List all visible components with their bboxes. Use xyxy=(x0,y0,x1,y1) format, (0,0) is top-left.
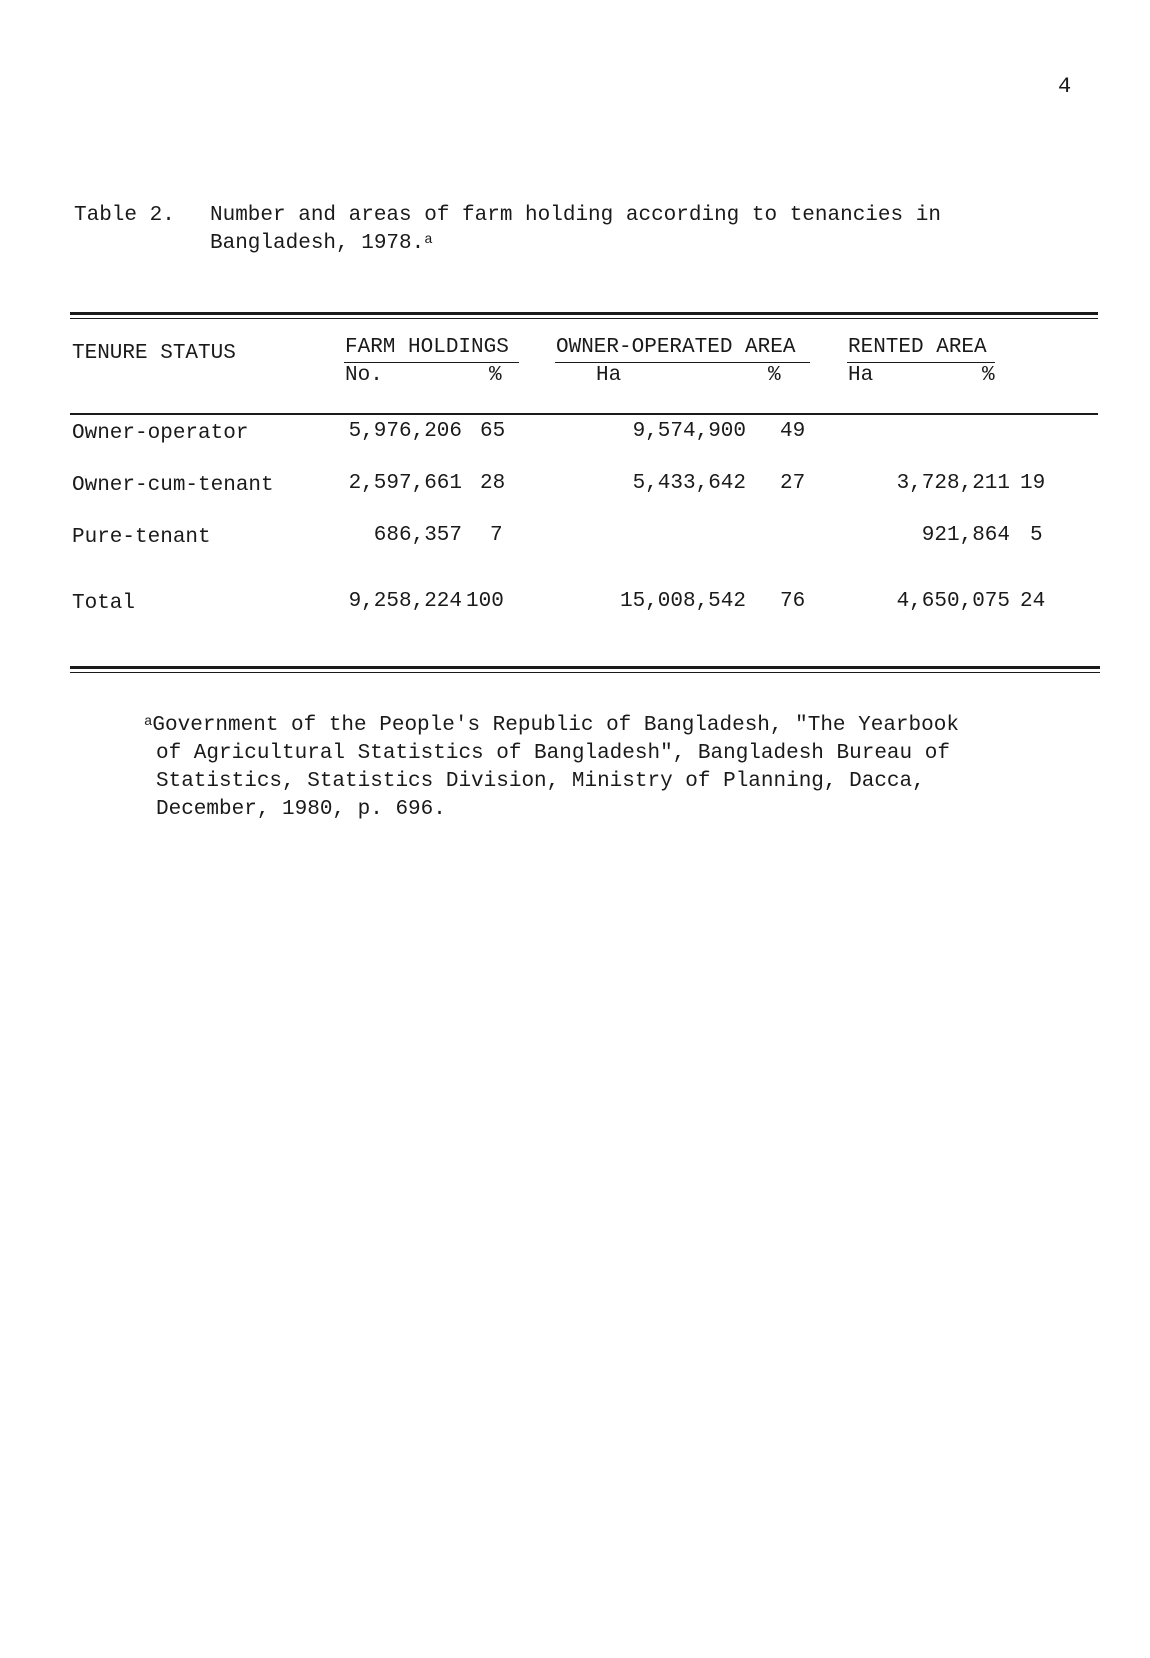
table-title-line1: Number and areas of farm holding according to tenancies in xyxy=(210,204,941,227)
table-bottom-rule-thick xyxy=(70,666,1100,669)
owner-operated-underline xyxy=(555,362,810,363)
row-owner-operator-farm-pct: 65 xyxy=(480,420,506,443)
row-total-owner-ha: 15,008,542 xyxy=(619,590,746,613)
subheader-owner-ha: Ha xyxy=(596,364,622,387)
row-owner-operator-owner-pct: 49 xyxy=(780,420,806,443)
row-owner-operator-status: Owner-operator xyxy=(72,422,249,445)
farm-holdings-underline xyxy=(344,362,519,363)
footnote-line-2: of Agricultural Statistics of Bangladesh", Bangladesh Bureau of xyxy=(156,742,950,765)
footnote-line-1-text: Government of the People's Republic of Bangladesh, "The Yearbook xyxy=(152,714,959,737)
row-pure-tenant-rented-pct: 5 xyxy=(1030,524,1043,547)
table-label: Table 2. xyxy=(74,204,175,227)
footnote-line-4: December, 1980, p. 696. xyxy=(156,798,446,821)
subheader-farm-pct: % xyxy=(489,364,502,387)
footnote-line-3: Statistics, Statistics Division, Ministry of Planning, Dacca, xyxy=(156,770,925,793)
row-total-rented-ha: 4,650,075 xyxy=(896,590,1010,613)
header-bottom-rule xyxy=(70,413,1098,415)
header-rented-area: RENTED AREA xyxy=(848,336,987,359)
subheader-farm-no: No. xyxy=(345,364,383,387)
row-total-farm-no: 9,258,224 xyxy=(348,590,462,613)
subheader-rented-pct: % xyxy=(982,364,995,387)
row-pure-tenant-rented-ha: 921,864 xyxy=(921,524,1010,547)
row-pure-tenant-farm-pct: 7 xyxy=(490,524,503,547)
row-owner-cum-tenant-owner-ha: 5,433,642 xyxy=(632,472,746,495)
header-owner-operated-area: OWNER-OPERATED AREA xyxy=(556,336,796,359)
row-pure-tenant-farm-no: 686,357 xyxy=(373,524,462,547)
row-total-rented-pct: 24 xyxy=(1020,590,1046,613)
table-top-rule-thick xyxy=(70,312,1098,315)
table-bottom-rule-thin xyxy=(70,672,1100,673)
table-top-rule-thin xyxy=(70,318,1098,319)
subheader-rented-ha: Ha xyxy=(848,364,874,387)
table-title-line2 xyxy=(210,230,433,258)
row-total-farm-pct: 100 xyxy=(466,590,504,613)
footnote-marker: a xyxy=(144,714,153,730)
table-title-text: Bangladesh, 1978. xyxy=(210,232,425,255)
row-total-status: Total xyxy=(72,592,136,615)
row-owner-cum-tenant-rented-pct: 19 xyxy=(1020,472,1046,495)
row-pure-tenant-status: Pure-tenant xyxy=(72,526,211,549)
row-total-owner-pct: 76 xyxy=(780,590,806,613)
row-owner-cum-tenant-owner-pct: 27 xyxy=(780,472,806,495)
row-owner-cum-tenant-rented-ha: 3,728,211 xyxy=(896,472,1010,495)
footnote xyxy=(144,712,971,824)
header-tenure-status: TENURE STATUS xyxy=(72,342,236,365)
row-owner-cum-tenant-farm-pct: 28 xyxy=(480,472,506,495)
row-owner-operator-farm-no: 5,976,206 xyxy=(348,420,462,443)
row-owner-cum-tenant-status: Owner-cum-tenant xyxy=(72,474,274,497)
subheader-owner-pct: % xyxy=(768,364,781,387)
row-owner-cum-tenant-farm-no: 2,597,661 xyxy=(348,472,462,495)
title-footnote-marker: a xyxy=(424,232,433,248)
header-farm-holdings: FARM HOLDINGS xyxy=(345,336,509,359)
page-number: 4 xyxy=(1058,74,1072,99)
row-owner-operator-owner-ha: 9,574,900 xyxy=(632,420,746,443)
rented-area-underline xyxy=(847,362,995,363)
footnote-line-1 xyxy=(144,712,959,740)
